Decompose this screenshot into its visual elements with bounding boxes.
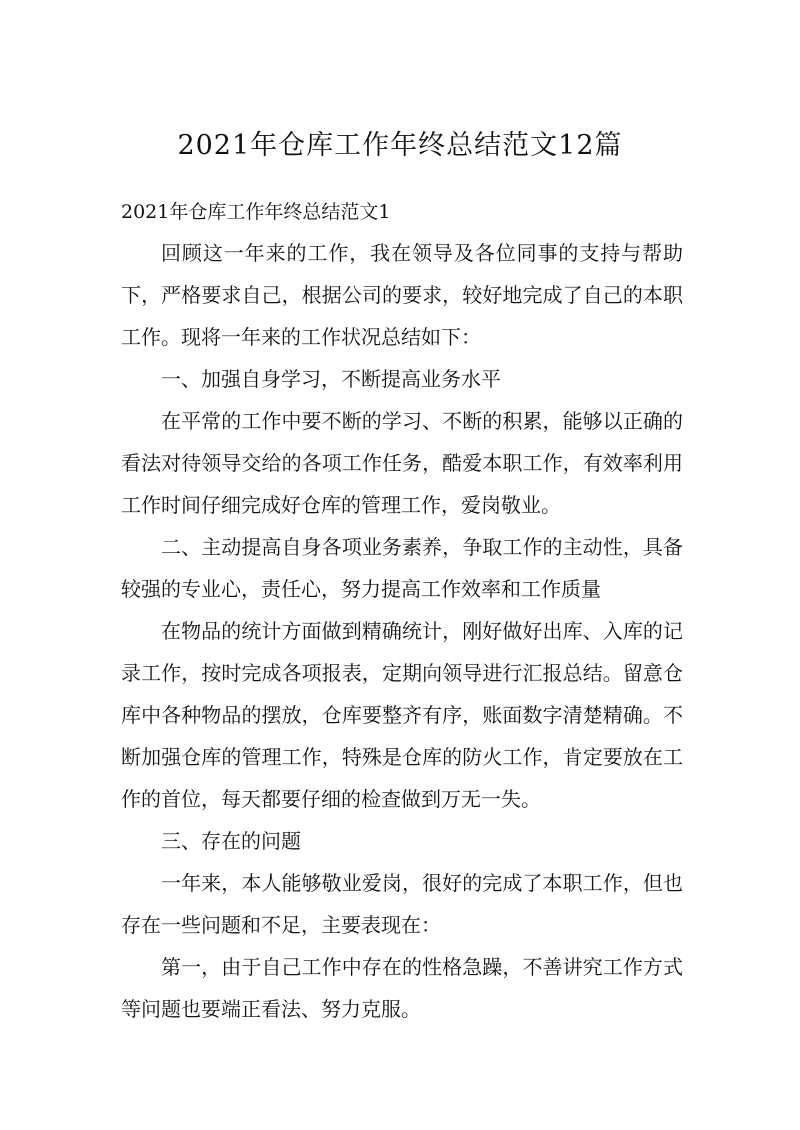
document-title: 2021年仓库工作年终总结范文12篇 — [177, 130, 623, 161]
paragraph-problems: 一年来，本人能够敬业爱岗，很好的完成了本职工作，但也存在一些问题和不足，主要表现在： — [121, 871, 683, 937]
document-body — [121, 232, 683, 1030]
paragraph-review: 回顾这一年来的工作，我在领导及各位同事的支持与帮助下，严格要求自己，根据公司的要求，较好地完成了自己的本职工作。现将一年来的工作状况总结如下： — [121, 241, 683, 349]
paragraph-statistics: 在物品的统计方面做到精确统计，刚好做好出库、入库的记录工作，按时完成各项报表，定期向领导进行汇报总结。留意仓库中各种物品的摆放，仓库要整齐有序，账面数字清楚精确。不断加强仓库的管理工作，特殊是仓库的防火工作，肯定要放在工作的首位，每天都要仔细的检查做到万无一失。 — [121, 619, 683, 811]
section-title: 2021年仓库工作年终总结范文1 — [121, 201, 391, 223]
paragraph-learning: 在平常的工作中要不断的学习、不断的积累，能够以正确的看法对待领导交给的各项工作任务，酷爱本职工作，有效率利用工作时间仔细完成好仓库的管理工作，爱岗敬业。 — [121, 409, 683, 517]
paragraph-first-issue: 第一，由于自己工作中存在的性格急躁，不善讲究工作方式等问题也要端正看法、努力克服。 — [121, 955, 683, 1021]
heading-initiative: 二、主动提高自身各项业务素养，争取工作的主动性，具备较强的专业心，责任心，努力提高工作效率和工作质量 — [121, 535, 683, 601]
heading-learning: 一、加强自身学习，不断提高业务水平 — [161, 367, 501, 391]
heading-problems: 三、存在的问题 — [161, 829, 301, 853]
